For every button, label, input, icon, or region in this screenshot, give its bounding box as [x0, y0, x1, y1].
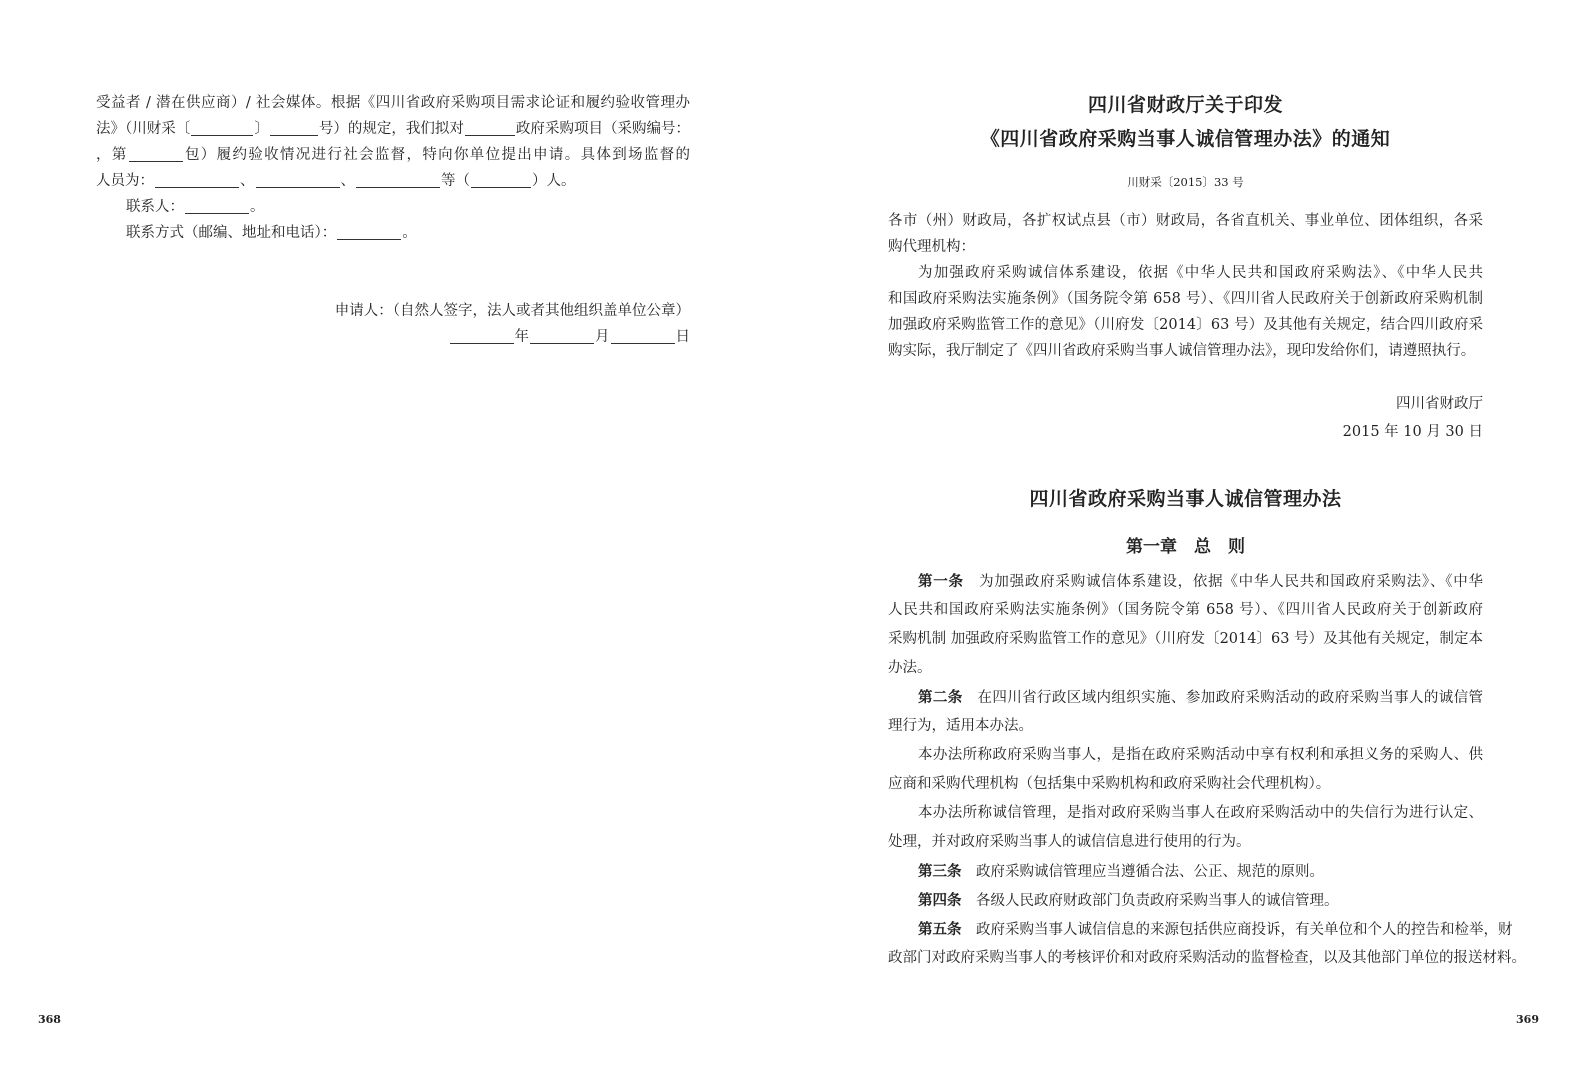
text-fragment: 为加强政府采购诚信体系建设，依据《中华人民共和国政府采购法》、《中华: [978, 574, 1483, 590]
article-5-line-1: [888, 915, 1513, 944]
addressee-line-2: 购代理机构：: [888, 239, 975, 255]
paragraph-4-line-2: 处理，并对政府采购当事人的诚信信息进行使用的行为。: [888, 834, 1251, 850]
paragraph-3-line-2: 应商和采购代理机构（包括集中采购机构和政府采购社会代理机构）。: [888, 776, 1331, 792]
date-line: [96, 324, 690, 350]
article-label: 第一条: [918, 573, 964, 590]
month-blank[interactable]: [530, 327, 594, 344]
measures-title: 四川省政府采购当事人诚信管理办法: [1029, 488, 1342, 510]
article-1-line-1: [888, 567, 1483, 596]
sign-date: 2015 年 10 月 30 日: [1342, 424, 1483, 440]
text-fragment: 政府采购诚信管理应当遵循合法、公正、规范的原则。: [976, 864, 1324, 880]
month-label: 月: [595, 329, 610, 345]
fill-blank[interactable]: [356, 171, 440, 188]
text-fragment: 人员为：: [96, 173, 154, 189]
fill-blank[interactable]: [270, 119, 318, 136]
notice-title-line-1: 四川省财政厅关于印发: [1087, 94, 1283, 116]
text-fragment: ，第: [96, 147, 128, 163]
article-5-line-2: 政部门对政府采购当事人的考核评价和对政府采购活动的监督检查，以及其他部门单位的报送材料。: [888, 950, 1526, 966]
contact-info-line: [96, 220, 690, 246]
text-fragment: 号）的规定，我们拟对: [318, 121, 464, 137]
text-fragment: 政府采购当事人诚信信息的来源包括供应商投诉，有关单位和个人的控告和检举，财: [976, 922, 1513, 938]
text-fragment: ）人。: [532, 173, 576, 189]
text-fragment: 、: [340, 173, 355, 189]
paragraph-3-line-1: 本办法所称政府采购当事人，是指在政府采购活动中享有权利和承担义务的采购人、供: [918, 747, 1483, 763]
day-blank[interactable]: [611, 327, 675, 344]
contact-info-label: 联系方式（邮编、地址和电话）：: [126, 225, 337, 241]
contact-blank[interactable]: [185, 197, 249, 214]
text-fragment: 法》（川财采〔: [96, 121, 191, 137]
year-blank[interactable]: [450, 327, 514, 344]
article-label: 第五条: [918, 921, 962, 938]
text-fragment: 。: [250, 199, 265, 215]
right-page: [794, 0, 1587, 1077]
fill-blank[interactable]: [129, 145, 183, 162]
form-line-2: [96, 116, 690, 142]
article-2-line-2: 理行为，适用本办法。: [888, 718, 1033, 734]
article-2-line-1: [888, 683, 1483, 712]
fill-blank[interactable]: [471, 171, 531, 188]
notice-body-line-3: 加强政府采购监管工作的意见》（川府发〔2014〕63 号）及其他有关规定，结合四川政府采: [888, 317, 1483, 333]
form-line-3: [96, 142, 690, 168]
text-fragment: 包）履约验收情况进行社会监督，特向你单位提出申请。具体到场监督的: [183, 147, 691, 163]
paragraph-4-line-1: 本办法所称诚信管理，是指对政府采购当事人在政府采购活动中的失信行为进行认定、: [918, 805, 1483, 821]
text-fragment: 等（: [441, 173, 470, 189]
article-label: 第二条: [918, 689, 963, 706]
article-4-line-1: [888, 886, 1483, 915]
contact-info-blank[interactable]: [337, 223, 401, 240]
addressee-line-1: 各市（州）财政局，各扩权试点县（市）财政局，各省直机关、事业单位、团体组织，各采: [888, 213, 1483, 229]
day-label: 日: [675, 329, 690, 345]
fill-blank[interactable]: [191, 119, 253, 136]
application-form-text: [96, 90, 690, 350]
page-number-right: 369: [1516, 1013, 1539, 1026]
page-number-left: 368: [38, 1013, 61, 1026]
article-1-line-2: 人民共和国政府采购法实施条例》（国务院令第 658 号）、《四川省人民政府关于创新政府: [888, 602, 1483, 618]
article-label: 第四条: [918, 892, 962, 909]
contact-line: [96, 194, 690, 220]
article-3-line-1: [888, 857, 1483, 886]
notice-body-line-2: 和国政府采购法实施条例》（国务院令第 658 号）、《四川省人民政府关于创新政府采购机制: [888, 291, 1483, 307]
article-1-line-4: 办法。: [888, 660, 932, 676]
text-fragment: 、: [240, 173, 255, 189]
notice-body: [888, 208, 1483, 364]
form-line-1: 受益者 / 潜在供应商）/ 社会媒体。根据《四川省政府采购项目需求论证和履约验收管理办: [96, 95, 690, 111]
signature-block: [888, 392, 1483, 452]
article-1-line-3: 采购机制 加强政府采购监管工作的意见》（川府发〔2014〕63 号）及其他有关规定，制定本: [888, 631, 1483, 647]
notice-body-line-1: 为加强政府采购诚信体系建设，依据《中华人民共和国政府采购法》、《中华人民共: [918, 265, 1483, 281]
left-page: [0, 0, 793, 1077]
contact-label: 联系人：: [126, 199, 184, 215]
text-fragment: 在四川省行政区域内组织实施、参加政府采购活动的政府采购当事人的诚信管: [977, 690, 1484, 706]
article-label: 第三条: [918, 863, 962, 880]
applicant-line: 申请人：（自然人签字，法人或者其他组织盖单位公章）: [334, 303, 690, 319]
signer: 四川省财政厅: [1396, 396, 1483, 412]
fill-blank[interactable]: [465, 119, 515, 136]
text-fragment: 〕: [254, 121, 269, 137]
year-label: 年: [514, 329, 529, 345]
notice-title-line-2: 《四川省政府采购当事人诚信管理办法》的通知: [980, 128, 1391, 150]
form-line-4: [96, 168, 690, 194]
chapter-heading: 第一章 总 则: [1126, 537, 1245, 557]
fill-blank[interactable]: [256, 171, 340, 188]
text-fragment: 。: [402, 225, 417, 241]
text-fragment: 各级人民政府财政部门负责政府采购当事人的诚信管理。: [976, 893, 1339, 909]
notice-body-line-4: 购实际，我厅制定了《四川省政府采购当事人诚信管理办法》，现印发给你们，请遵照执行。: [888, 343, 1476, 359]
fill-blank[interactable]: [155, 171, 239, 188]
document-number: 川财采〔2015〕33 号: [1127, 175, 1244, 189]
measures-body: [888, 567, 1526, 973]
text-fragment: 政府采购项目（采购编号：: [515, 121, 691, 137]
